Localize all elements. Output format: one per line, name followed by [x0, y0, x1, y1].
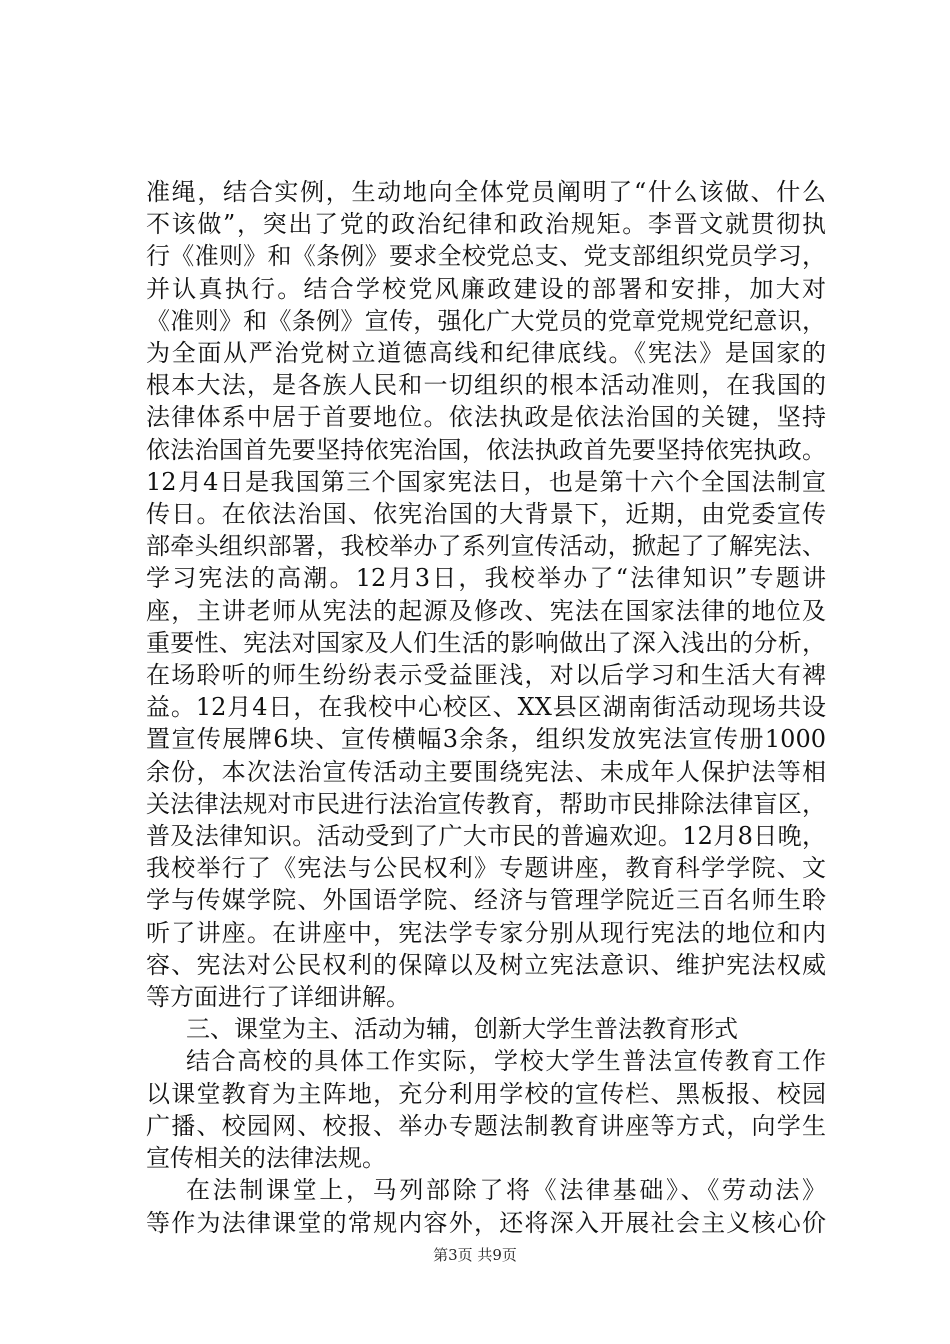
text-line: 行《准则》和《条例》要求全校党总支、党支部组织党员学习， — [146, 242, 826, 271]
text-line: 不该做”，突出了党的政治纪律和政治规矩。李晋文就贯彻执 — [146, 210, 826, 239]
text-line: 等方面进行了详细讲解。 — [146, 983, 410, 1012]
text-line: 并认真执行。结合学校党风廉政建设的部署和安排，加大对 — [146, 274, 826, 303]
text-line: 宣传相关的法律法规。 — [146, 1144, 386, 1173]
text-line: 容、宪法对公民权利的保障以及树立宪法意识、维护宪法权威 — [146, 950, 826, 979]
text-line: 置宣传展牌6块、宣传横幅3余条，组织发放宪法宣传册1000 — [146, 725, 826, 754]
text-line: 以课堂教育为主阵地，充分利用学校的宣传栏、黑板报、校园 — [146, 1079, 826, 1108]
text-line: 为全面从严治党树立道德高线和纪律底线。《宪法》是国家的 — [146, 339, 826, 368]
text-line: 在法制课堂上，马列部除了将《法律基础》、《劳动法》 — [186, 1176, 826, 1205]
text-line: 根本大法，是各族人民和一切组织的根本活动准则，在我国的 — [146, 371, 826, 400]
text-line: 广播、校园网、校报、举办专题法制教育讲座等方式，向学生 — [146, 1111, 826, 1140]
text-line: 关法律法规对市民进行法治宣传教育，帮助市民排除法律盲区， — [146, 789, 826, 818]
text-line: 12月4日是我国第三个国家宪法日，也是第十六个全国法制宣 — [146, 467, 826, 496]
page-number-footer: 第3页 共9页 — [433, 1246, 517, 1264]
section-heading: 三、课堂为主、活动为辅，创新大学生普法教育形式 — [186, 1015, 738, 1044]
text-line: 依法治国首先要坚持依宪治国，依法执政首先要坚持依宪执政。 — [146, 435, 826, 464]
text-line: 普及法律知识。活动受到了广大市民的普遍欢迎。12月8日晚， — [146, 822, 826, 851]
text-line: 座，主讲老师从宪法的起源及修改、宪法在国家法律的地位及 — [146, 596, 826, 625]
text-line: 法律体系中居于首要地位。依法执政是依法治国的关键，坚持 — [146, 403, 826, 432]
text-line: 准绳，结合实例，生动地向全体党员阐明了“什么该做、什么 — [146, 178, 826, 206]
text-line: 重要性、宪法对国家及人们生活的影响做出了深入浅出的分析， — [146, 628, 826, 657]
text-line: 我校举行了《宪法与公民权利》专题讲座，教育科学学院、文 — [146, 854, 826, 883]
text-line: 等作为法律课堂的常规内容外，还将深入开展社会主义核心价 — [146, 1208, 826, 1237]
text-line: 学与传媒学院、外国语学院、经济与管理学院近三百名师生聆 — [146, 886, 826, 915]
document-body — [146, 176, 826, 1239]
text-line: 益。12月4日，在我校中心校区、XX县区湖南街活动现场共设 — [146, 693, 826, 722]
text-line: 学习宪法的高潮。12月3日，我校举办了“法律知识”专题讲 — [146, 564, 826, 593]
text-line: 《准则》和《条例》宣传，强化广大党员的党章党规党纪意识， — [146, 306, 826, 335]
text-line: 结合高校的具体工作实际，学校大学生普法宣传教育工作 — [186, 1047, 826, 1076]
text-line: 在场聆听的师生纷纷表示受益匪浅，对以后学习和生活大有裨 — [146, 661, 826, 690]
text-line: 传日。在依法治国、依宪治国的大背景下，近期，由党委宣传 — [146, 500, 826, 529]
text-line: 听了讲座。在讲座中，宪法学专家分别从现行宪法的地位和内 — [146, 918, 826, 947]
text-line: 部牵头组织部署，我校举办了系列宣传活动，掀起了了解宪法、 — [146, 532, 826, 561]
text-line: 余份，本次法治宣传活动主要围绕宪法、未成年人保护法等相 — [146, 757, 826, 786]
